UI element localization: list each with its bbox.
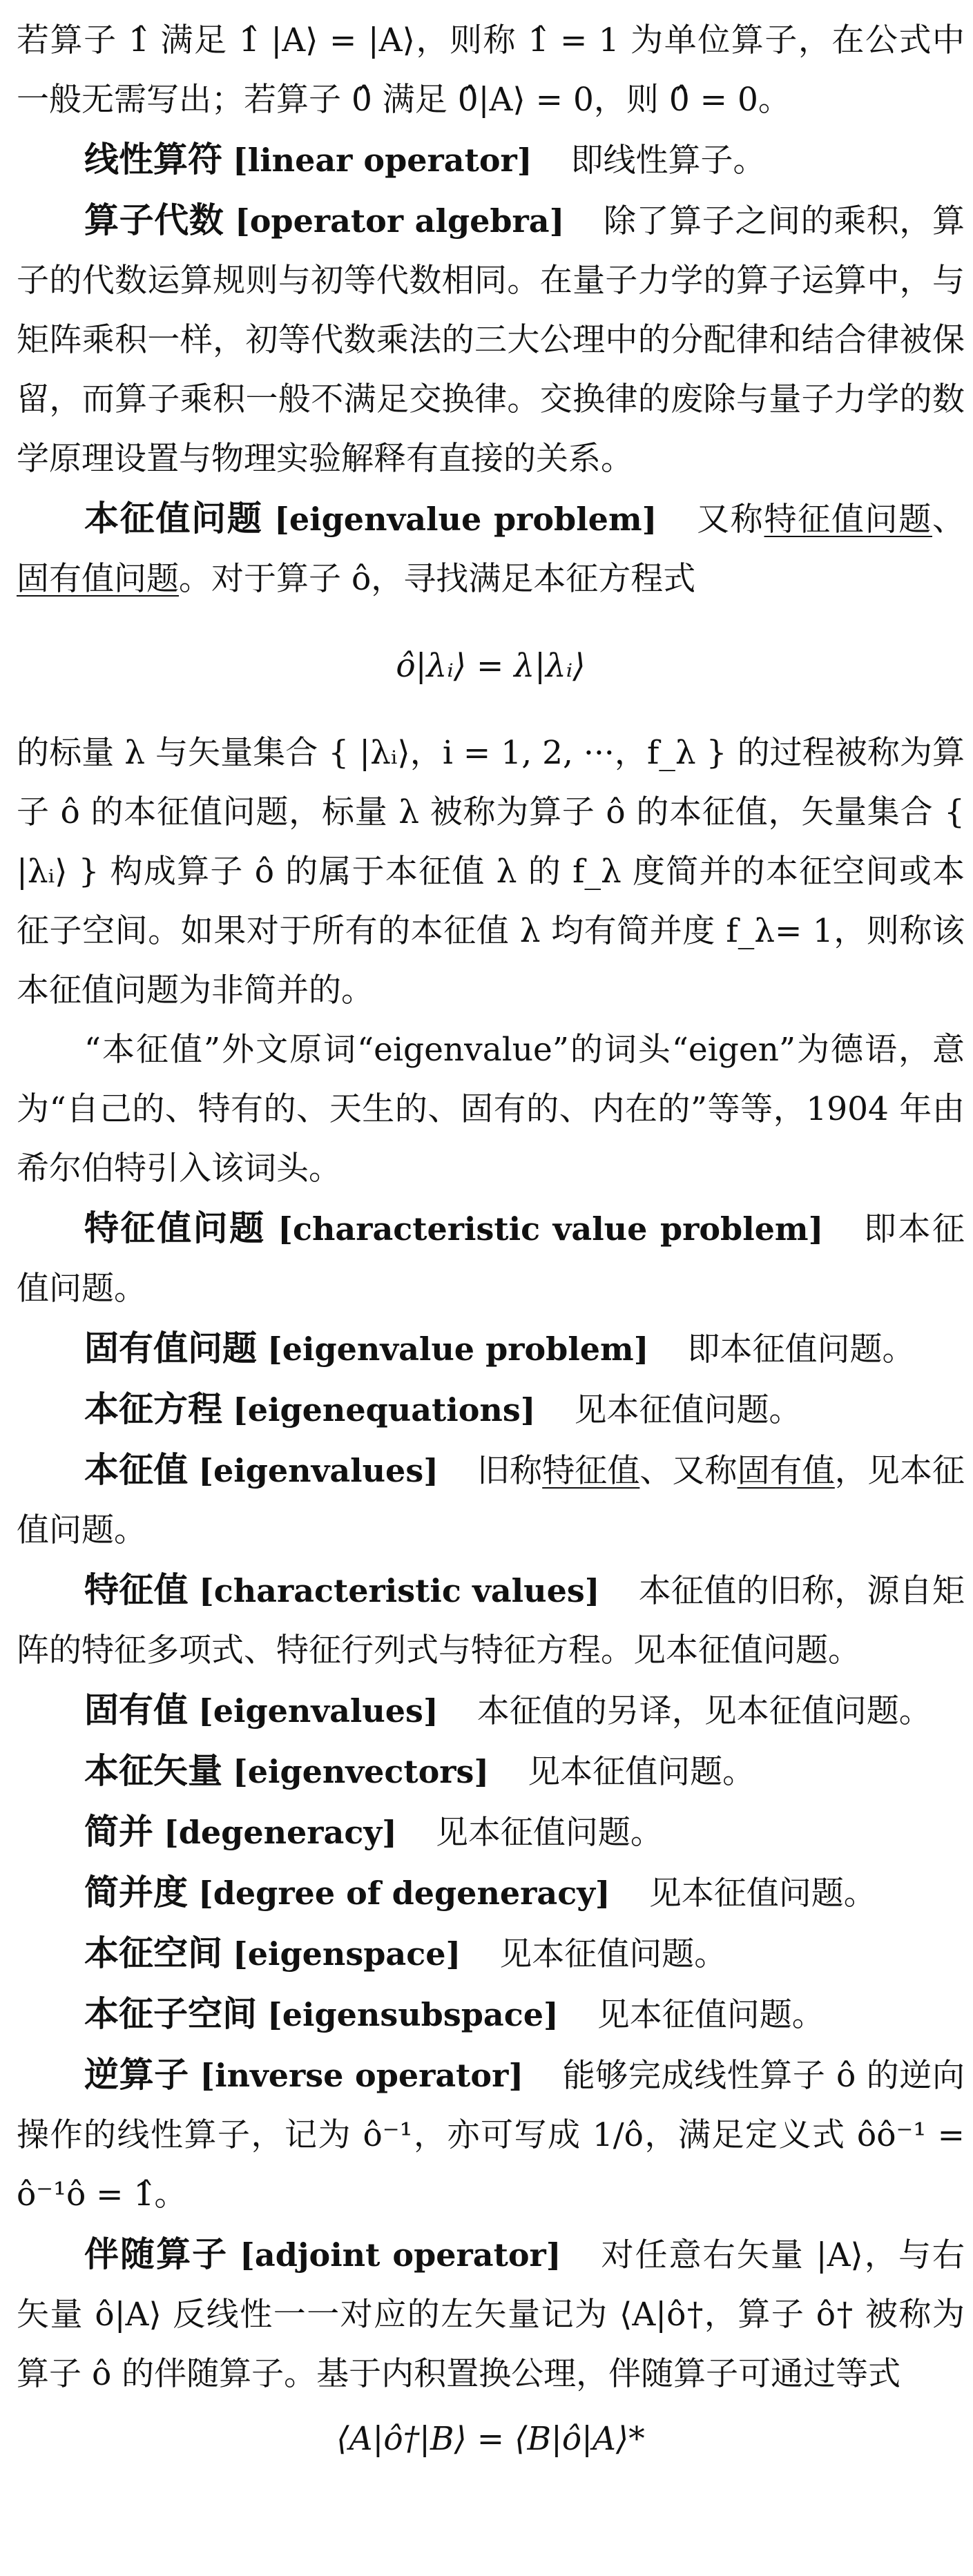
entry-english: [inverse operator] [200,2057,524,2094]
entry-body-pre: 又称 [695,501,764,539]
entry-term: 逆算子 [84,2055,189,2095]
entry-body: 见本征值问题。 [499,1935,727,1973]
entry-english: [characteristic values] [198,1572,600,1609]
entry-body: 即线性算子。 [570,142,766,180]
entry-body-post: 。对于算子 ô，寻找满足本征方程式 [179,560,696,598]
entry-term: 本征子空间 [84,1994,257,2034]
entry-english: [eigenequations] [232,1391,536,1429]
entry-body: 见本征值问题。 [597,1996,825,2034]
entry-eigenvalues [17,1440,965,1560]
entry-proper-values [17,1681,965,1741]
entry-separator: 、又称 [639,1452,738,1490]
entry-body: 能够完成线性算子 ô 的逆向操作的线性算子，记为 ô⁻¹，亦可写成 1/ô，满足定义式 ôô⁻¹ = ô⁻¹ô = 1̂。 [17,2057,965,2214]
entry-term: 本征方程 [84,1389,222,1429]
entry-body-pre: 旧称 [476,1452,543,1490]
entry-term: 简并度 [84,1872,188,1912]
entry-english: [degree of degeneracy] [198,1875,610,1912]
entry-body: 见本征值问题。 [435,1814,663,1852]
etymology-note: “本征值”外文原词“eigenvalue”的词头“eigen”为德语，意为“自己的、特有的、天生的、固有的、内在的”等等，1904 年由希尔伯特引入该词头。 [17,1031,965,1188]
eigen-definition-paragraph: 的标量 λ 与矢量集合 { |λᵢ⟩，i = 1, 2, ···，f_λ } 的过程被称为算子 ô 的本征值问题，标量 λ 被称为算子 ô 的本征值，矢量集合 { |λᵢ⟩ } 构成算子 ô 的属于本征值 λ 的 f_λ 度简并的本征空间或本征子空间。如果对于所有的本征值 λ 均有简并度 f_λ= 1，则称该本征值问题为非简并的。 [17,734,965,1009]
entry-eigenvalue-problem [17,489,965,609]
entry-term: 本征值 [84,1450,189,1490]
entry-body-post: ，见本征值问题。 [17,1452,965,1549]
entry-english: [linear operator] [232,142,532,179]
entry-english: [eigenvectors] [232,1753,490,1790]
entry-term: 伴随算子 [84,2234,229,2274]
cross-reference-link[interactable]: 固有值问题 [17,560,179,598]
entry-english: [eigensubspace] [267,1996,559,2033]
entry-term: 本征空间 [84,1933,222,1973]
entry-eigensubspace [17,1984,965,2045]
entry-degree-of-degeneracy [17,1863,965,1924]
entry-body: 见本征值问题。 [574,1391,802,1429]
entry-adjoint-operator [17,2225,965,2404]
entry-term: 固有值问题 [84,1328,257,1368]
entry-english: [characteristic value problem] [278,1210,824,1248]
entry-body: 即本征值问题。 [687,1330,915,1368]
entry-body: 本征值的旧称，源自矩阵的特征多项式、特征行列式与特征方程。见本征值问题。 [17,1572,965,1669]
entry-english: [operator algebra] [234,202,565,240]
entry-eigenequations [17,1379,965,1440]
equation-adjoint: ⟨A|ô†|B⟩ = ⟨B|ô|A⟩* [336,2420,645,2458]
equation-eigen: ô|λᵢ⟩ = λ|λᵢ⟩ [396,647,586,685]
entry-proper-value-problem [17,1319,965,1379]
entry-separator: 、 [932,501,965,539]
entry-term: 特征值 [84,1570,189,1610]
entry-term: 算子代数 [84,200,224,240]
entry-english: [eigenvalue problem] [267,1330,649,1368]
entry-term: 固有值 [84,1690,188,1730]
cross-reference-link[interactable]: 特征值问题 [764,501,932,539]
entry-inverse-operator [17,2045,965,2225]
cross-reference-link[interactable]: 特征值 [542,1452,640,1490]
entry-english: [eigenspace] [232,1935,461,1973]
entry-term: 本征值问题 [84,498,263,539]
entry-operator-algebra [17,191,965,489]
entry-english: [degeneracy] [163,1814,397,1851]
entry-linear-operator [17,130,965,191]
entry-english: [eigenvalues] [198,1692,439,1730]
entry-term: 线性算符 [84,139,222,180]
intro-paragraph: 若算子 1̂ 满足 1̂ |A⟩ = |A⟩，则称 1̂ = 1 为单位算子，在公式中一般无需写出；若算子 0̂ 满足 0̂|A⟩ = 0，则 0̂ = 0。 [17,21,965,119]
entry-body: 见本征值问题。 [648,1875,876,1912]
cross-reference-link[interactable]: 固有值 [737,1452,835,1490]
entry-body: 对任意右矢量 |A⟩，与右矢量 ô|A⟩ 反线性一一对应的左矢量记为 ⟨A|ô†，算子 ô† 被称为算子 ô 的伴随算子。基于内积置换公理，伴随算子可通过等式 [17,2236,965,2393]
entry-characteristic-values [17,1560,965,1681]
entry-body: 即本征值问题。 [17,1210,965,1308]
entry-term: 本征矢量 [84,1751,222,1791]
entry-english: [eigenvalue problem] [274,501,657,538]
entry-eigenspace [17,1924,965,1984]
entry-body: 除了算子之间的乘积，算子的代数运算规则与初等代数相同。在量子力学的算子运算中，与矩阵乘积一样，初等代数乘法的三大公理中的分配律和结合律被保留，而算子乘积一般不满足交换律。交换律的废除与量子力学的数学原理设置与物理实验解释有直接的关系。 [17,202,965,478]
entry-term: 简并 [84,1812,153,1852]
entry-english: [eigenvalues] [198,1452,439,1489]
entry-english: [adjoint operator] [240,2236,561,2274]
entry-eigenvectors [17,1741,965,1802]
entry-term: 特征值问题 [84,1208,266,1248]
entry-body: 本征值的另译，见本征值问题。 [476,1692,932,1730]
entry-body: 见本征值问题。 [528,1753,755,1791]
entry-characteristic-value-problem [17,1199,965,1319]
entry-degeneracy [17,1802,965,1863]
